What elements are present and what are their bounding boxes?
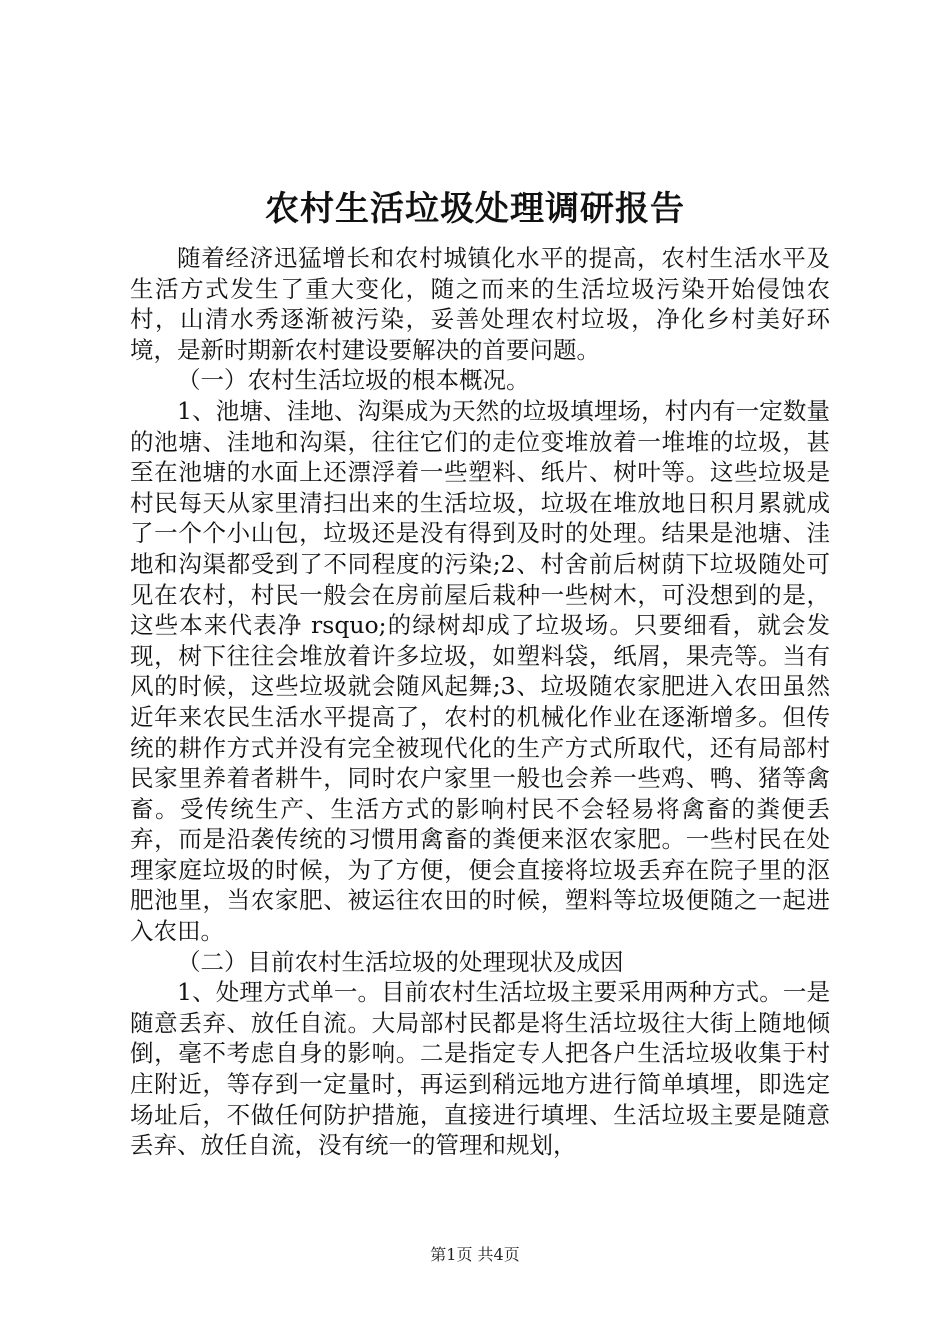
document-title: 农村生活垃圾处理调研报告 bbox=[265, 189, 685, 229]
section-heading-2: （二）目前农村生活垃圾的处理现状及成因 bbox=[177, 947, 624, 976]
section-1-paragraph: 1、池塘、洼地、沟渠成为天然的垃圾填埋场，村内有一定数量的池塘、洼地和沟渠，往往它们的走位变堆放着一堆堆的垃圾，甚至在池塘的水面上还漂浮着一些塑料、纸片、树叶等。这些垃圾是村民每天从家里清扫出来的生活垃圾，垃圾在堆放地日积月累就成了一个个小山包，垃圾还是没有得到及时的处理。结果是池塘、洼地和沟渠都受到了不同程度的污染;2、村舍前后树荫下垃圾随处可见在农村，村民一般会在房前屋后栽种一些树木，可没想到的是，这些本来代表净 rsquo;的绿树却成了垃圾场。只要细看，就会发现，树下往往会堆放着许多垃圾，如塑料袋，纸屑，果壳等。当有风的时候，这些垃圾就会随风起舞;3、垃圾随农家肥进入农田虽然近年来农民生活水平提高了，农村的机械化作业在逐渐增多。但传统的耕作方式并没有完全被现代化的生产方式所取代，还有局部村民家里养着者耕牛，同时农户家里一般也会养一些鸡、鸭、猪等禽畜。受传统生产、生活方式的影响村民不会轻易将禽畜的粪便丢弃，而是沿袭传统的习惯用禽畜的粪便来沤农家肥。一些村民在处理家庭垃圾的时候，为了方便，便会直接将垃圾丢弃在院子里的沤肥池里，当农家肥、被运往农田的时候，塑料等垃圾便随之一起进入农田。 bbox=[130, 396, 830, 946]
document-body bbox=[130, 243, 830, 1161]
section-heading-1: （一）农村生活垃圾的根本概况。 bbox=[177, 366, 530, 395]
intro-paragraph: 随着经济迅猛增长和农村城镇化水平的提高，农村生活水平及生活方式发生了重大变化，随之而来的生活垃圾污染开始侵蚀农村，山清水秀逐渐被污染，妥善处理农村垃圾，净化乡村美好环境，是新时期新农村建设要解决的首要问题。 bbox=[130, 244, 830, 364]
page-footer: 第1页 共4页 bbox=[430, 1245, 520, 1264]
section-2-paragraph: 1、处理方式单一。目前农村生活垃圾主要采用两种方式。一是随意丢弃、放任自流。大局部村民都是将生活垃圾往大街上随地倾倒，毫不考虑自身的影响。二是指定专人把各户生活垃圾收集于村庄附近，等存到一定量时，再运到稍远地方进行简单填埋，即选定场址后，不做任何防护措施，直接进行填埋、生活垃圾主要是随意丢弃、放任自流，没有统一的管理和规划， bbox=[130, 978, 830, 1160]
